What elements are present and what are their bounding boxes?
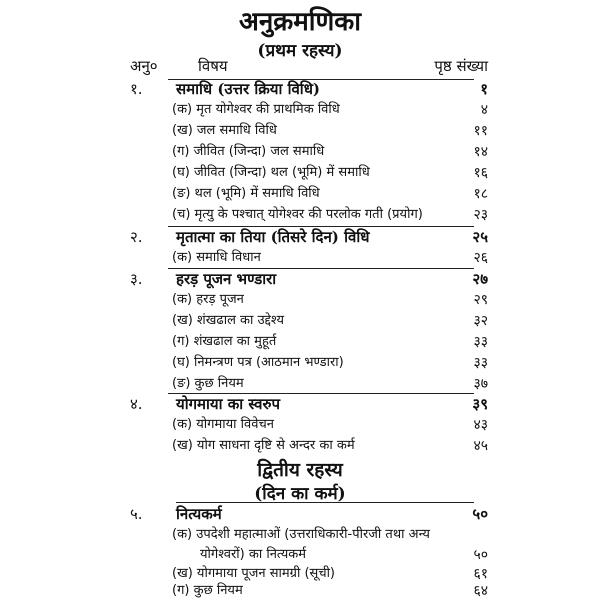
part1-title: (प्रथम रहस्य) bbox=[257, 41, 343, 61]
entry-text: (ग) कुछ नियम bbox=[172, 583, 243, 598]
page-number: १६ bbox=[473, 165, 488, 181]
toc-entry bbox=[0, 352, 600, 374]
page-number: ४ bbox=[480, 102, 488, 118]
toc-entry bbox=[0, 99, 600, 121]
section-number: १. bbox=[130, 80, 143, 98]
entry-text: (क) योगमाया विवेचन bbox=[172, 417, 274, 432]
page-number: ६४ bbox=[473, 583, 488, 599]
entry-text: (क) हरड़ पूजन bbox=[172, 292, 244, 307]
section-title: समाधि (उत्तर क्रिया विधि) bbox=[176, 80, 321, 98]
page-number: ५० bbox=[472, 505, 488, 523]
section-row bbox=[0, 393, 600, 415]
page-number: २५ bbox=[472, 228, 488, 246]
entry-text: (क) उपदेशी महात्माओं (उत्तराधिकारी-पीरजी तथा अन्य bbox=[172, 527, 430, 542]
toc-entry bbox=[0, 289, 600, 311]
section-number: ३. bbox=[130, 270, 143, 288]
page-number: ३९ bbox=[472, 395, 488, 413]
toc-entry bbox=[0, 580, 600, 602]
entry-text: (ङ) कुछ नियम bbox=[172, 376, 244, 391]
toc-entry bbox=[0, 331, 600, 353]
page-title: अनुक्रमणिका bbox=[238, 7, 362, 37]
toc-entry bbox=[0, 204, 600, 226]
entry-text: (ख) जल समाधि विधि bbox=[172, 123, 277, 138]
section-row bbox=[0, 503, 600, 525]
page-number: ६१ bbox=[473, 566, 488, 582]
page-number: १८ bbox=[473, 186, 488, 202]
part2-title: द्वितीय रहस्य bbox=[257, 459, 343, 481]
header-num: अनु० bbox=[130, 57, 158, 75]
page-number: ३७ bbox=[473, 376, 488, 392]
page-number: ३३ bbox=[473, 334, 488, 350]
page-number: ११ bbox=[473, 123, 488, 139]
entry-text: (ख) योग साधना दृष्टि से अन्दर का कर्म bbox=[172, 438, 355, 453]
toc-entry bbox=[0, 373, 600, 395]
header-subject: विषय bbox=[198, 57, 228, 75]
page-number: २३ bbox=[473, 207, 488, 223]
page-number: ४३ bbox=[473, 417, 488, 433]
entry-text: (ङ) थल (भूमि) में समाधि विधि bbox=[172, 186, 320, 201]
page-number: २९ bbox=[473, 292, 488, 308]
page-number: २७ bbox=[472, 270, 488, 288]
entry-text: (घ) निमन्त्रण पत्र (आठमान भण्डारा) bbox=[172, 355, 344, 370]
page-number: १ bbox=[480, 80, 488, 98]
entry-text: योगेश्वरों) का नित्यकर्म bbox=[200, 547, 307, 562]
toc-entry bbox=[0, 141, 600, 163]
toc-entry bbox=[0, 414, 600, 436]
toc-entry bbox=[0, 120, 600, 142]
toc-entry bbox=[0, 162, 600, 184]
toc-entry bbox=[0, 310, 600, 332]
section-number: २. bbox=[130, 228, 143, 246]
page-number: ५० bbox=[473, 547, 488, 563]
entry-text: (ख) योगमाया पूजन सामग्री (सूची) bbox=[172, 566, 336, 581]
page-number: १४ bbox=[473, 144, 488, 160]
entry-text: (घ) जीवित (जिन्दा) थल (भूमि) में समाधि bbox=[172, 165, 370, 180]
section-title: मृतात्मा का तिया (तिसरे दिन) विधि bbox=[176, 228, 370, 246]
toc-entry bbox=[0, 435, 600, 457]
page-number: ३३ bbox=[473, 355, 488, 371]
toc-entry bbox=[0, 183, 600, 205]
entry-text: (ग) शंखढाल का मुहूर्त bbox=[172, 334, 277, 349]
entry-text: (च) मृत्यु के पश्चात् योगेश्वर की परलोक गती (प्रयोग) bbox=[172, 207, 423, 222]
section-row bbox=[0, 226, 600, 248]
section-number: ५. bbox=[130, 505, 143, 523]
toc-entry bbox=[0, 524, 600, 546]
section-title: नित्यकर्म bbox=[176, 505, 222, 523]
page-number: ३२ bbox=[473, 313, 488, 329]
section-row bbox=[0, 78, 600, 100]
header-page: पृष्ठ संख्या bbox=[434, 57, 488, 75]
section-number: ४. bbox=[130, 395, 143, 413]
toc-entry bbox=[0, 247, 600, 269]
section-title: योगमाया का स्वरुप bbox=[176, 395, 280, 413]
entry-text: (ग) जीवित (जिन्दा) जल समाधि bbox=[172, 144, 325, 159]
page-number: २६ bbox=[473, 250, 488, 266]
entry-text: (क) समाधि विधान bbox=[172, 250, 261, 265]
entry-text: (क) मृत योगेश्वर की प्राथमिक विधि bbox=[172, 102, 340, 117]
section-title: हरड़ पूजन भण्डारा bbox=[176, 270, 277, 288]
page-number: ४५ bbox=[473, 438, 488, 454]
entry-text: (ख) शंखढाल का उद्देश्य bbox=[172, 313, 284, 328]
part2-subtitle: (दिन का कर्म) bbox=[254, 484, 346, 504]
section-row bbox=[0, 268, 600, 290]
